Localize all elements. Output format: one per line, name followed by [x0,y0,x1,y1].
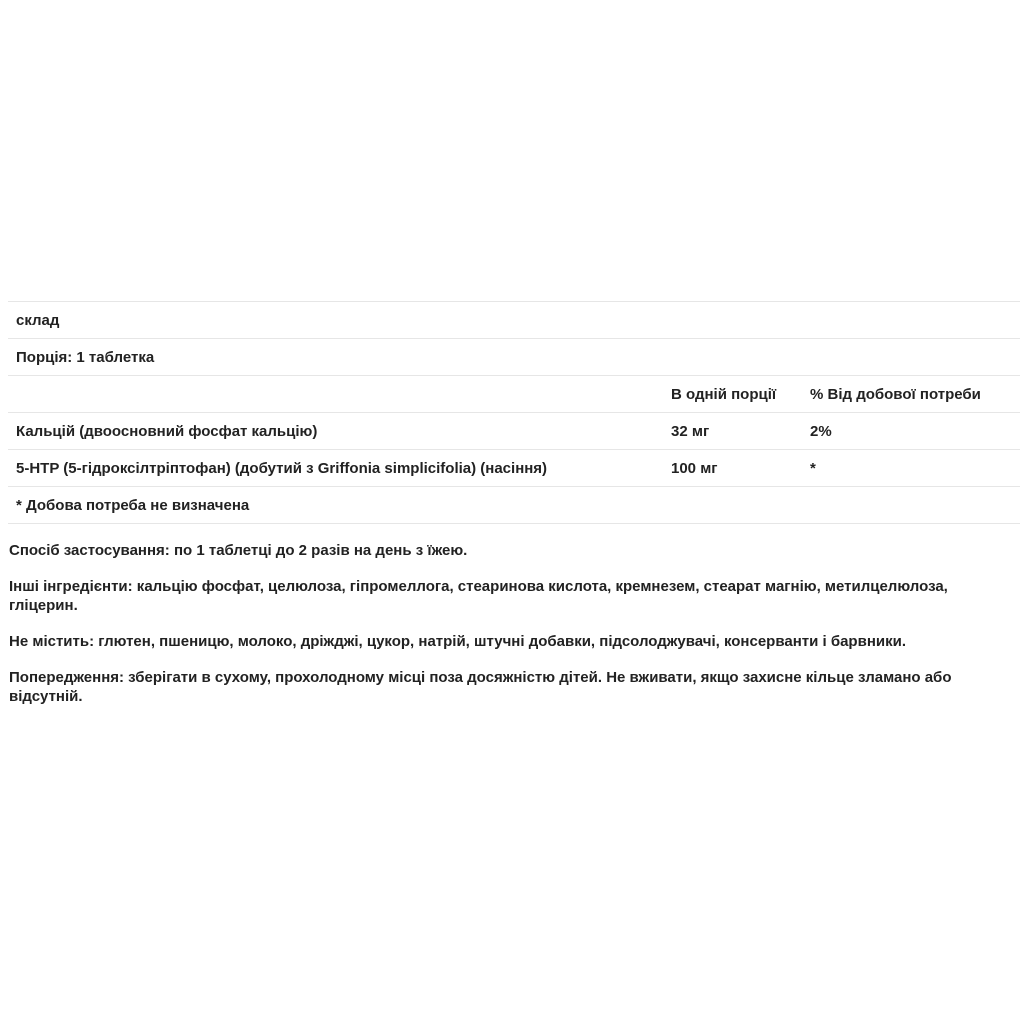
footnote-row [8,487,1020,524]
ingredient-daily-value: 2% [802,413,1020,450]
table-row [8,450,1020,487]
serving-size-row [8,339,1020,376]
header-daily-value: % Від добової потреби [802,376,1020,413]
ingredient-name: 5-HTP (5-гідроксілтріптофан) (добутий з Griffonia simplicifolia) (насіння) [8,450,663,487]
ingredient-amount: 32 мг [663,413,802,450]
table-title-row [8,302,1020,339]
serving-size: Порція: 1 таблетка [8,339,1020,376]
header-per-serving: В одній порції [663,376,802,413]
ingredient-amount: 100 мг [663,450,802,487]
product-notes [9,541,1015,723]
daily-value-footnote: * Добова потреба не визначена [8,487,1020,524]
ingredient-name: Кальцій (двоосновний фосфат кальцію) [8,413,663,450]
free-of-list: Не містить: глютен, пшеницю, молоко, дріжджі, цукор, натрій, штучні добавки, підсолоджувачі, консерванти і барвники. [9,633,906,650]
table-title: склад [8,302,1020,339]
table-row [8,413,1020,450]
table-header-row [8,376,1020,413]
ingredient-daily-value: * [802,450,1020,487]
usage-directions: Спосіб застосування: по 1 таблетці до 2 разів на день з їжею. [9,542,468,559]
supplement-facts-table [8,301,1020,524]
other-ingredients: Інші інгредієнти: кальцію фосфат, целюлоза, гіпромеллога, стеаринова кислота, кремнезем, стеарат магнію, метилцелюлоза, гліцерин. [9,578,948,614]
header-empty-cell [8,376,663,413]
warning-text: Попередження: зберігати в сухому, прохолодному місці поза досяжністю дітей. Не вживати, якщо захисне кільце зламано або відсутній. [9,669,952,705]
